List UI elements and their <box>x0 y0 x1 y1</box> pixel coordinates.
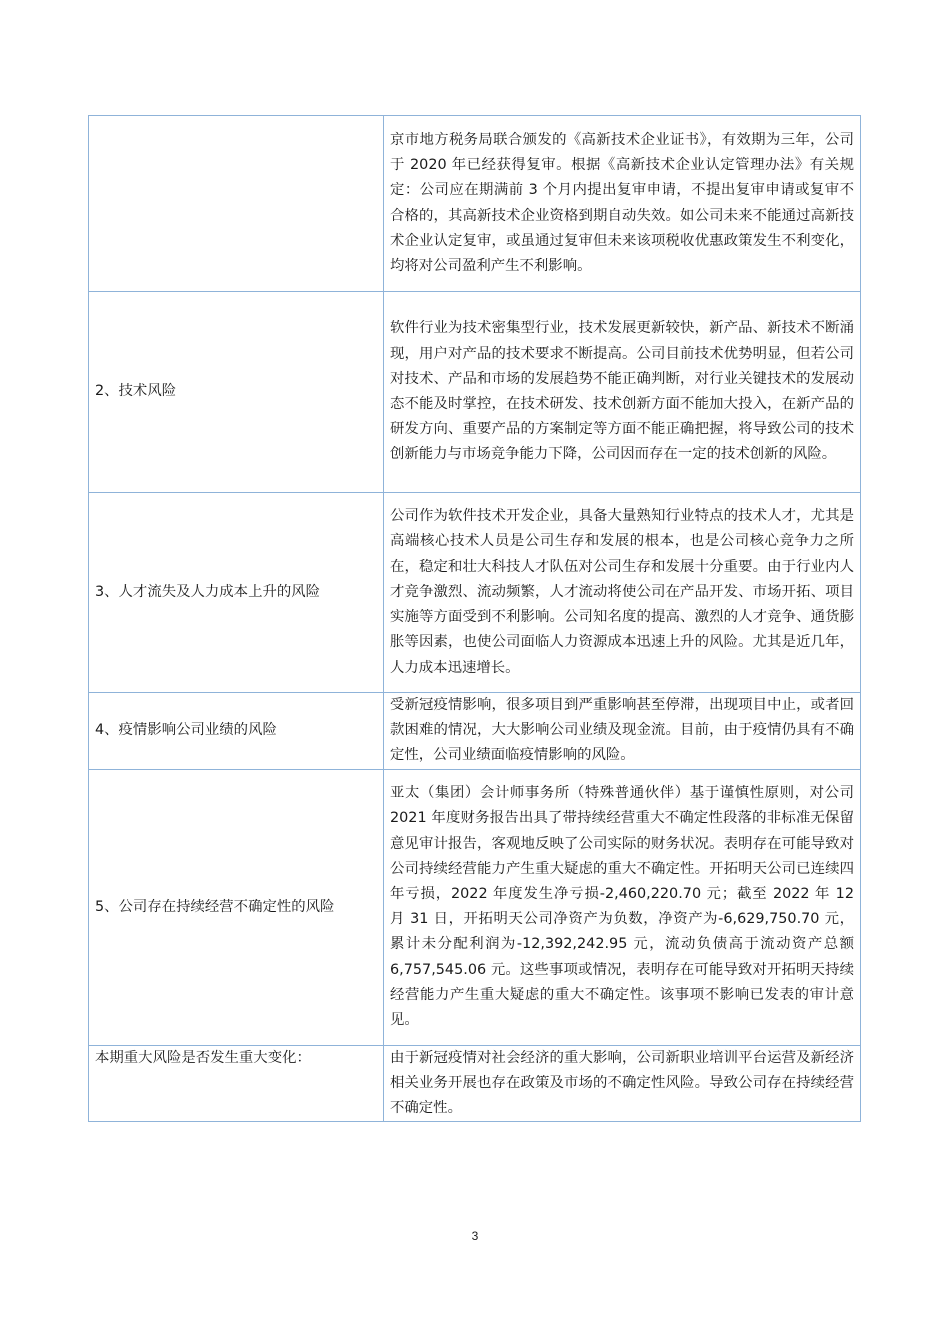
risk-description-cell: 亚太（集团）会计师事务所（特殊普通伙伴）基于谨慎性原则，对公司 2021 年度财务报告出具了带持续经营重大不确定性段落的非标准无保留意见审计报告，客观地反映了公司实际的财务状况。表明存在可能导致对公司持续经营能力产生重大疑虑的重大不确定性。开拓明天公司已连续四年亏损，2022 年度发生净亏损-2,460,220.70 元；截至 2022 年 12 月 31 日，开拓明天公司净资产为负数，净资产为-6,629,750.70 元，累计未分配利润为-12,392,242.95 元，流动负债高于流动资产总额 6,757,545.06 元。这些事项或情况，表明存在可能导致对开拓明天持续经营能力产生重大疑虑的重大不确定性。该事项不影响已发表的审计意见。 <box>384 769 861 1045</box>
risk-title-cell: 3、人才流失及人力成本上升的风险 <box>89 493 384 693</box>
table-row <box>89 292 861 493</box>
risk-title-cell: 本期重大风险是否发生重大变化： <box>89 1045 384 1122</box>
risk-description-cell: 公司作为软件技术开发企业，具备大量熟知行业特点的技术人才，尤其是高端核心技术人员是公司生存和发展的根本，也是公司核心竞争力之所在，稳定和壮大科技人才队伍对公司生存和发展十分重要。由于行业内人才竞争激烈、流动频繁，人才流动将使公司在产品开发、市场开拓、项目实施等方面受到不利影响。公司知名度的提高、激烈的人才竞争、通货膨胀等因素，也使公司面临人力资源成本迅速上升的风险。尤其是近几年，人力成本迅速增长。 <box>384 493 861 693</box>
risk-description-cell: 软件行业为技术密集型行业，技术发展更新较快，新产品、新技术不断涌现，用户对产品的技术要求不断提高。公司目前技术优势明显，但若公司对技术、产品和市场的发展趋势不能正确判断，对行业关键技术的发展动态不能及时掌控，在技术研发、技术创新方面不能加大投入，在新产品的研发方向、重要产品的方案制定等方面不能正确把握，将导致公司的技术创新能力与市场竞争能力下降，公司因而存在一定的技术创新的风险。 <box>384 292 861 493</box>
risk-description-cell: 京市地方税务局联合颁发的《高新技术企业证书》，有效期为三年，公司于 2020 年已经获得复审。根据《高新技术企业认定管理办法》有关规定：公司应在期满前 3 个月内提出复审申请，不提出复审申请或复审不合格的，其高新技术企业资格到期自动失效。如公司未来不能通过高新技术企业认定复审，或虽通过复审但未来该项税收优惠政策发生不利变化，均将对公司盈利产生不利影响。 <box>384 116 861 292</box>
risk-description-cell: 由于新冠疫情对社会经济的重大影响，公司新职业培训平台运营及新经济相关业务开展也存在政策及市场的不确定性风险。导致公司存在持续经营不确定性。 <box>384 1045 861 1122</box>
page-number: 3 <box>471 1229 479 1243</box>
risk-table <box>88 115 861 1122</box>
risk-title-cell <box>89 116 384 292</box>
risk-title-cell: 4、疫情影响公司业绩的风险 <box>89 693 384 770</box>
table-row <box>89 769 861 1045</box>
table-row <box>89 116 861 292</box>
risk-description-cell: 受新冠疫情影响，很多项目到严重影响甚至停滞，出现项目中止，或者回款困难的情况，大大影响公司业绩及现金流。目前，由于疫情仍具有不确定性，公司业绩面临疫情影响的风险。 <box>384 693 861 770</box>
table-row <box>89 493 861 693</box>
risk-title-cell: 5、公司存在持续经营不确定性的风险 <box>89 769 384 1045</box>
table-row <box>89 693 861 770</box>
table-row <box>89 1045 861 1122</box>
risk-title-cell: 2、技术风险 <box>89 292 384 493</box>
